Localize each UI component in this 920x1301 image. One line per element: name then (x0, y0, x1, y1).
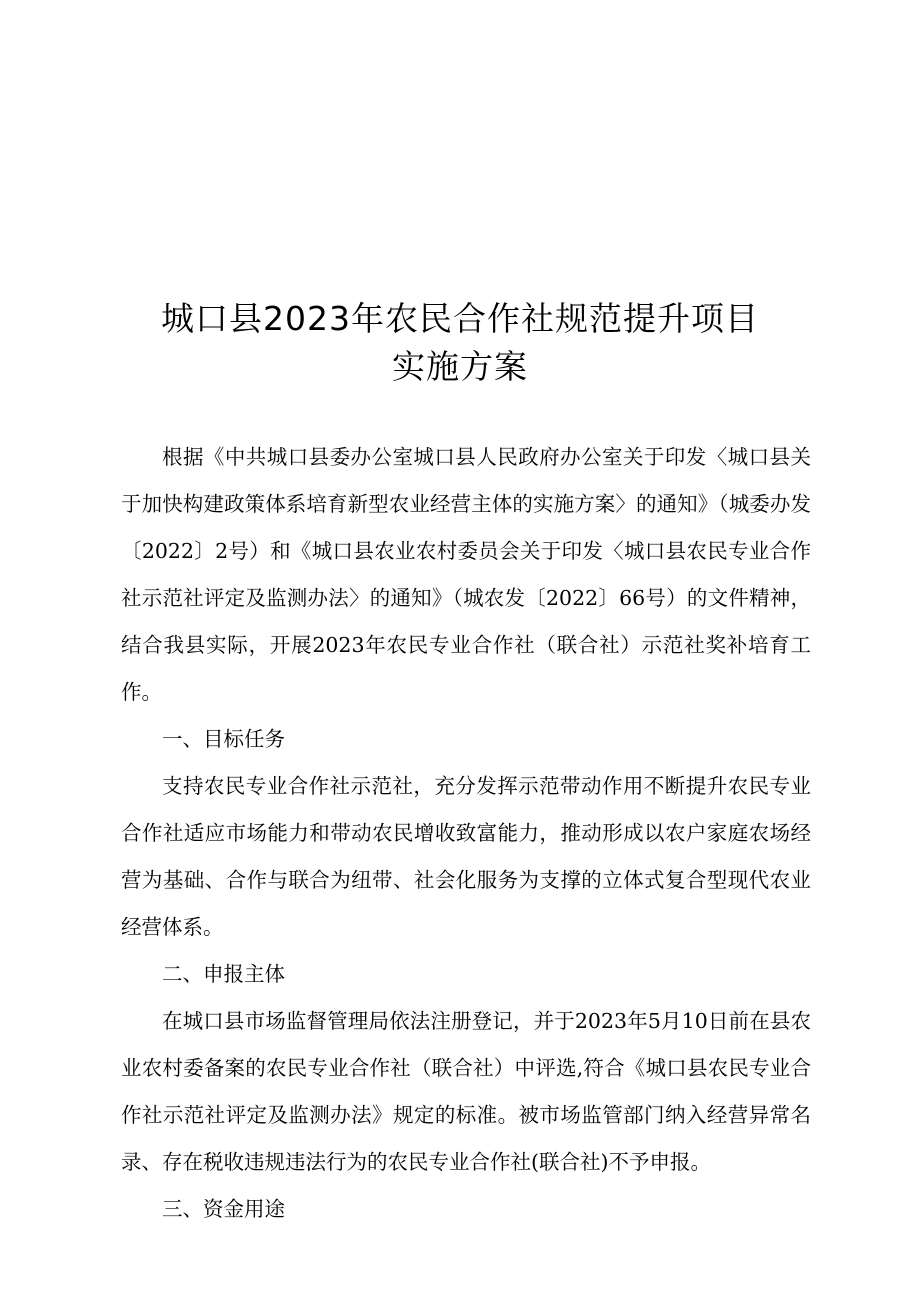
section-heading-applicants: 二、申报主体 (162, 962, 285, 986)
intro-paragraph: 根据《中共城口县委办公室城口县人民政府办公室关于印发〈城口县关于加快构建政策体系培育新型农业经营主体的实施方案〉的通知》（城委办发〔2022〕2号）和《城口县农业农村委员会关于印发〈城口县农民专业合作社示范社评定及监测办法〉的通知》（城农发〔2022〕66号）的文件精神，结合我县实际，开展2023年农民专业合作社（联合社）示范社奖补培育工作。 (121, 445, 811, 704)
section-text-goals: 支持农民专业合作社示范社，充分发挥示范带动作用不断提升农民专业合作社适应市场能力和带动农民增收致富能力，推动形成以农户家庭农场经营为基础、合作与联合为纽带、社会化服务为支撑的立体式复合型现代农业经营体系。 (121, 774, 811, 939)
section-text-applicants: 在城口县市场监督管理局依法注册登记，并于2023年5月10日前在县农业农村委备案的农民专业合作社（联合社）中评选,符合《城口县农民专业合作社示范社评定及监测办法》规定的标准。被市场监管部门纳入经营异常名录、存在税收违规违法行为的农民专业合作社(联合社)不予申报。 (121, 1009, 811, 1174)
document-body (121, 434, 811, 1233)
section-heading-goals: 一、目标任务 (162, 727, 285, 751)
document-title-line-2: 实施方案 (392, 347, 528, 386)
section-heading-fund-usage: 三、资金用途 (162, 1197, 285, 1221)
document-title-line-1: 城口县2023年农民合作社规范提升项目 (161, 299, 759, 338)
